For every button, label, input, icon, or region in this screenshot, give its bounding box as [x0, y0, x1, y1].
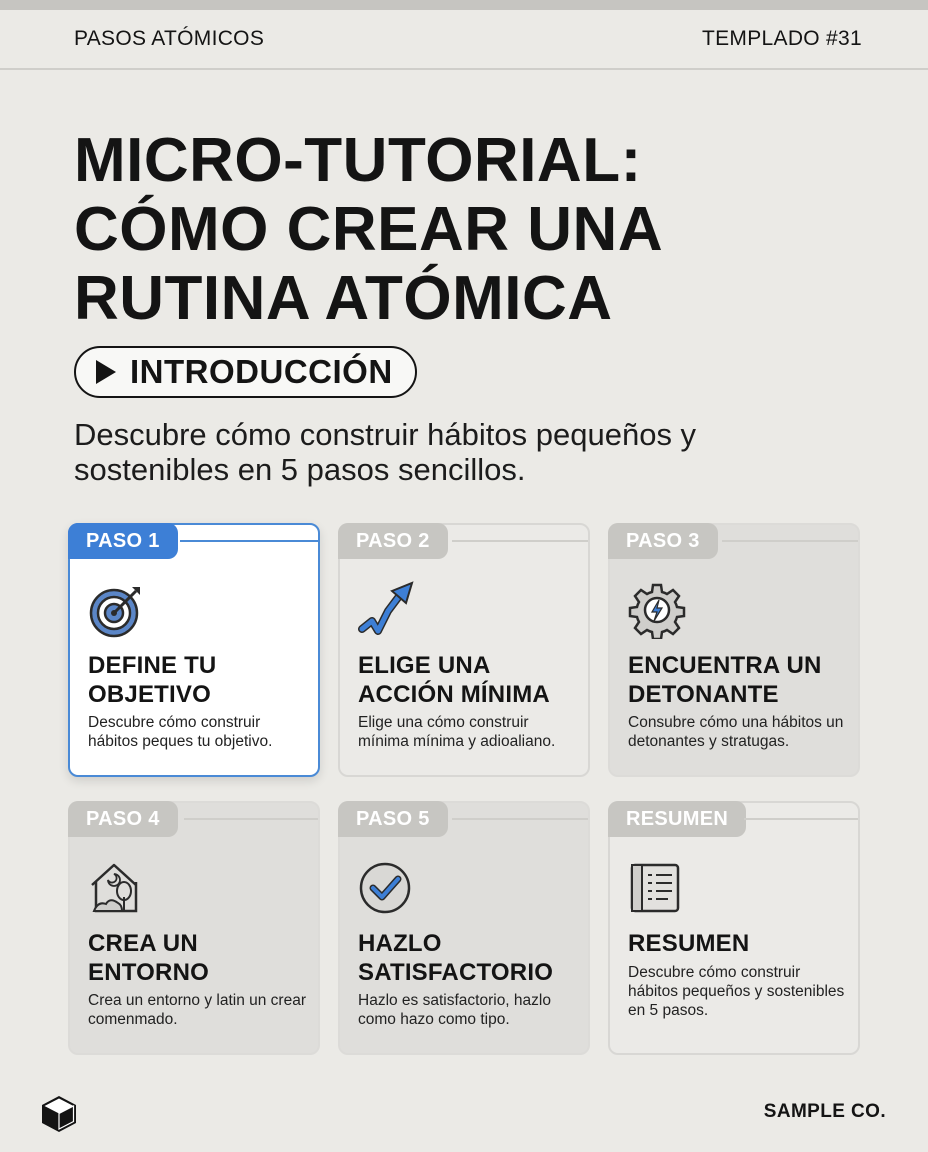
step-title-3: [628, 651, 822, 709]
intro-label: INTRODUCCIÓN: [130, 353, 393, 390]
tab-divider: [180, 540, 318, 542]
step-title-2: [358, 651, 550, 709]
step-title-5-line-2: SATISFACTORIO: [358, 959, 554, 986]
title-line-2: CÓMO CREAR UNA: [74, 195, 664, 264]
cube-icon: [40, 1094, 78, 1134]
summary-title-line-1: RESUMEN: [628, 930, 750, 957]
top-bar: [0, 0, 928, 10]
target-icon: [88, 581, 146, 639]
gear-bolt-icon: [628, 581, 686, 639]
header: [74, 26, 862, 52]
step-desc-1: Descubre cómo construir hábitos peques tu objetivo.: [88, 714, 273, 750]
series-label: PASOS ATÓMICOS: [74, 27, 265, 50]
trend-arrow-icon: [358, 581, 416, 639]
step-title-2-line-2: ACCIÓN MÍNIMA: [358, 681, 550, 708]
step-card-2[interactable]: [338, 523, 590, 777]
page-title: [74, 126, 663, 333]
header-divider: [0, 68, 928, 70]
step-tab-3: PASO 3: [608, 523, 718, 559]
template-number: TEMPLADO #31: [702, 27, 862, 50]
step-title-2-line-1: ELIGE UNA: [358, 652, 491, 679]
intro-button[interactable]: [74, 346, 417, 398]
play-icon: [96, 360, 116, 384]
house-tree-icon: [88, 859, 146, 917]
step-title-4-line-2: ENTORNO: [88, 959, 209, 986]
tab-divider: [744, 818, 858, 820]
step-tab-1: PASO 1: [68, 523, 178, 559]
summary-desc: Descubre cómo construir hábitos pequeños y sostenibles en 5 pasos.: [628, 964, 845, 1019]
tab-divider: [722, 540, 858, 542]
check-circle-icon: [358, 859, 416, 917]
step-desc-5: Hazlo es satisfactorio, hazlo como hazo como tipo.: [358, 992, 551, 1028]
step-card-3[interactable]: [608, 523, 860, 777]
step-title-3-line-2: DETONANTE: [628, 681, 779, 708]
step-card-5[interactable]: [338, 801, 590, 1055]
tab-divider: [452, 540, 588, 542]
step-card-4[interactable]: [68, 801, 320, 1055]
brand-name: SAMPLE CO.: [763, 1101, 886, 1122]
step-desc-4: Crea un entorno y latin un crear comenmado.: [88, 992, 306, 1028]
summary-card[interactable]: [608, 801, 860, 1055]
step-desc-2: Elige una cómo construir mínima mínima y adioaliano.: [358, 714, 556, 750]
step-desc-3: Consubre cómo una hábitos un detonantes y stratugas.: [628, 714, 844, 750]
step-title-1-line-1: DEFINE TU: [88, 652, 217, 679]
step-title-5: [358, 929, 553, 987]
document-list-icon: [628, 859, 686, 917]
step-title-1-line-2: OBJETIVO: [88, 681, 211, 708]
step-title-1: [88, 651, 216, 709]
step-title-4-line-1: CREA UN: [88, 930, 198, 957]
step-title-5-line-1: HAZLO: [358, 930, 442, 957]
step-title-3-line-1: ENCUENTRA UN: [628, 652, 822, 679]
step-tab-4: PASO 4: [68, 801, 178, 837]
title-line-1: MICRO-TUTORIAL:: [74, 126, 642, 195]
step-title-4: [88, 929, 209, 987]
summary-title: [628, 929, 749, 958]
tab-divider: [184, 818, 318, 820]
tab-divider: [452, 818, 588, 820]
step-card-1[interactable]: [68, 523, 320, 777]
lead-text: Descubre cómo construir hábitos pequeños y sostenibles en 5 pasos sencillos.: [74, 417, 697, 487]
steps-grid: [68, 523, 860, 1056]
step-tab-5: PASO 5: [338, 801, 448, 837]
summary-tab: RESUMEN: [608, 801, 746, 837]
step-tab-2: PASO 2: [338, 523, 448, 559]
title-line-3: RUTINA ATÓMICA: [74, 264, 613, 333]
